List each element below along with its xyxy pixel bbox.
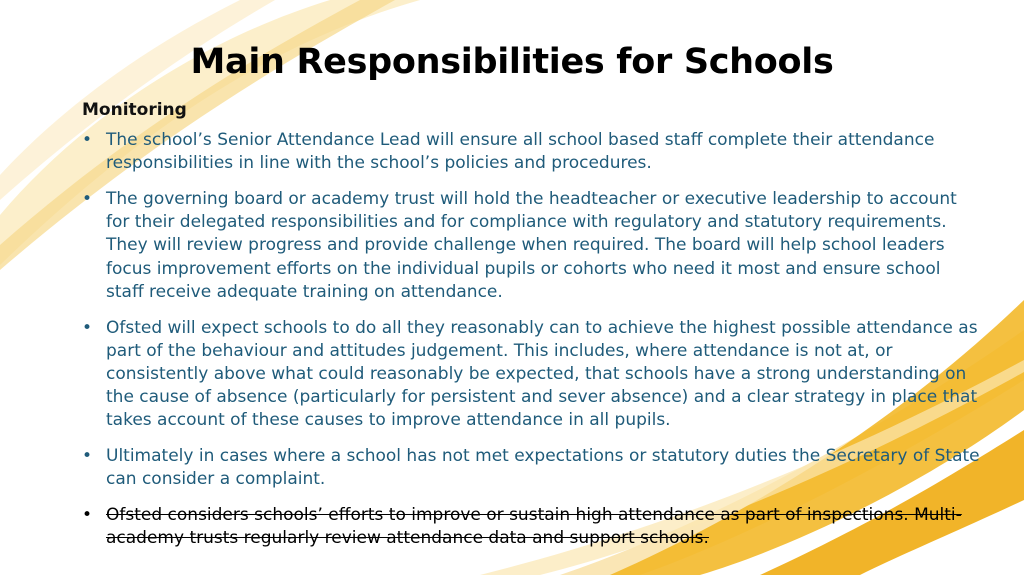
bullet-dot-icon: • <box>82 317 93 338</box>
bullet-item <box>82 317 982 433</box>
section-heading-monitoring: Monitoring <box>82 100 187 120</box>
bullet-text: The school’s Senior Attendance Lead will ensure all school based staff complete their attendance responsibilities in line with the school’s policies and procedures. <box>106 130 935 174</box>
bullet-text: Ultimately in cases where a school has not met expectations or statutory duties the Secretary of State can consider a complaint. <box>106 446 980 490</box>
bullet-text: Ofsted will expect schools to do all they reasonably can to achieve the highest possible attendance as part of the behaviour and attitudes judgement. This includes, where attendance is not at, or consistently above what could reasonably be expected, that schools have a strong understanding on the cause of absence (particularly for persistent and sever absence) and a clear strategy in place that takes account of these causes to improve attendance in all pupils. <box>106 317 978 431</box>
bullet-dot-icon: • <box>82 130 93 150</box>
bullet-list <box>82 129 982 563</box>
bullet-item-struck <box>82 504 982 550</box>
bullet-dot-icon: • <box>82 189 93 209</box>
bullet-dot-icon: • <box>82 446 93 467</box>
bullet-item <box>82 188 982 304</box>
bullet-text-struck: Ofsted considers schools’ efforts to improve or sustain high attendance as part of inspections. Multi-academy trusts regularly review attendance data and support schools. <box>106 505 962 549</box>
slide-title: Main Responsibilities for Schools <box>190 42 834 82</box>
bullet-item <box>82 129 982 175</box>
bullet-item <box>82 445 982 491</box>
bullet-dot-icon: • <box>82 505 93 526</box>
bullet-text: The governing board or academy trust will hold the headteacher or executive leadership to account for their delegated responsibilities and for compliance with regulatory and statutory requirements. They will review progress and provide challenge when required. The board will help school leaders focus improvement efforts on the individual pupils or cohorts who need it most and ensure school staff receive adequate training on attendance. <box>106 189 957 302</box>
